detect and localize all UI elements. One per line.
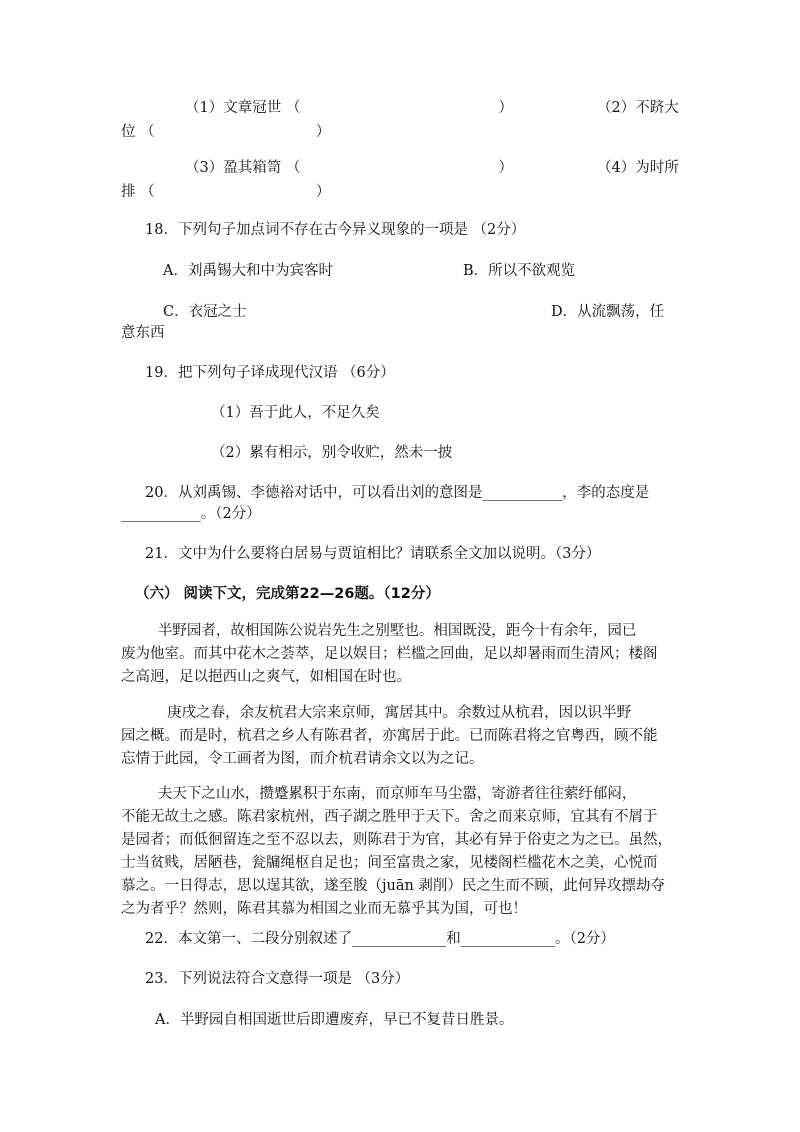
q21-stem: 21．文中为什么要将白居易与贾谊相比？请联系全文加以说明。（3分） [145,546,601,562]
q19-item-1: （1）吾于此人，不足久矣 [211,405,380,421]
q17-item-3: （3）盈其箱笥 （ ） [185,160,514,176]
q19-item-2: （2）累有相示，别令收贮，然未一披 [211,445,453,461]
passage-paragraph-3 [121,783,693,921]
passage-paragraph-2 [121,702,693,771]
passage-line: 庚戌之春，余友杭君大宗来京师，寓居其中。余数过从杭君，因以识半野 [121,705,632,721]
passage-line: 废为他室。而其中花木之荟萃，足以娱目；栏槛之回曲，足以却暑雨而生清风；楼阁 [121,646,658,662]
passage-line: 园之概。而是时，杭君之乡人有陈君者，亦寓居于此。已而陈君将之官粤西，顾不能 [121,728,658,744]
q18-stem: 18．下列句子加点词不存在古今异义现象的一项是 （2分） [145,222,526,238]
q18-option-c: C．衣冠之士 [163,304,247,320]
q17-item-2-tail: 位 （ ） [121,124,331,140]
passage-line: 之为者乎？然则，陈君其慕为相国之业而无慕乎其为国，可也！ [121,901,527,917]
passage-line: 之高迥，足以挹西山之爽气，如相国在时也。 [121,669,411,685]
q18-option-a: A．刘禹锡大和中为宾客时 [163,263,333,279]
q19-stem: 19．把下列句子译成现代汉语 （6分） [145,365,395,381]
q23-option-a: A．半野园自相国逝世后即遭废弃，早已不复昔日胜景。 [155,1012,514,1028]
q18-option-d-head: D．从流飘荡，任 [551,304,665,320]
passage-line: 是园者；而低徊留连之至不忍以去，则陈君于为官，其必有异于俗吏之为之已。虽然， [121,832,672,848]
q17-item-2-head: （2）不跻大 [597,100,679,116]
passage-line: 忘情于此园，令工画者为图，而介杭君请余文以为之记。 [121,751,484,767]
passage-paragraph-1 [121,620,693,689]
section-6-heading: （六） 阅读下文，完成第22—26题。（12分） [135,586,440,602]
q18-option-b: B．所以不欲观览 [463,263,576,279]
q17-item-4-tail: 排 （ ） [121,184,331,200]
q20-line-1: 20．从刘禹锡、李德裕对话中，可以看出刘的意图是___________，李的态度是 [145,485,650,501]
passage-line: 夫天下之山水，攒蹙累积于东南，而京师车马尘嚣，寄游者往往萦纡郁闷， [121,786,637,802]
q17-item-1: （1）文章冠世 （ ） [185,100,514,116]
passage-line: 不能无故土之感。陈君家杭州，西子湖之胜甲于天下。舍之而来京师，宜其有不屑于 [121,809,658,825]
passage-line: 士当贫贱，居陋巷，瓮牖绳枢自足也；间至富贵之家，见楼阁栏槛花木之美，心悦而 [121,855,658,871]
q17-item-4-head: （4）为时所 [597,160,679,176]
passage-line: 半野园者，故相国陈公说岩先生之别墅也。相国既没，距今十有余年，园已 [121,623,637,639]
q18-option-d-tail: 意东西 [121,325,165,341]
passage-line: 慕之。一日得志，思以逞其欲，遂至朘（juān 剥削）民之生而不顾，此何异攻摽劫夺 [121,878,665,894]
q20-line-2: ___________。（2分） [121,506,261,522]
q23-stem: 23．下列说法符合文意得一项是 （3分） [145,971,410,987]
q22-stem: 22．本文第一、二段分别叙述了_____________和_____________。（2分） [145,931,615,947]
